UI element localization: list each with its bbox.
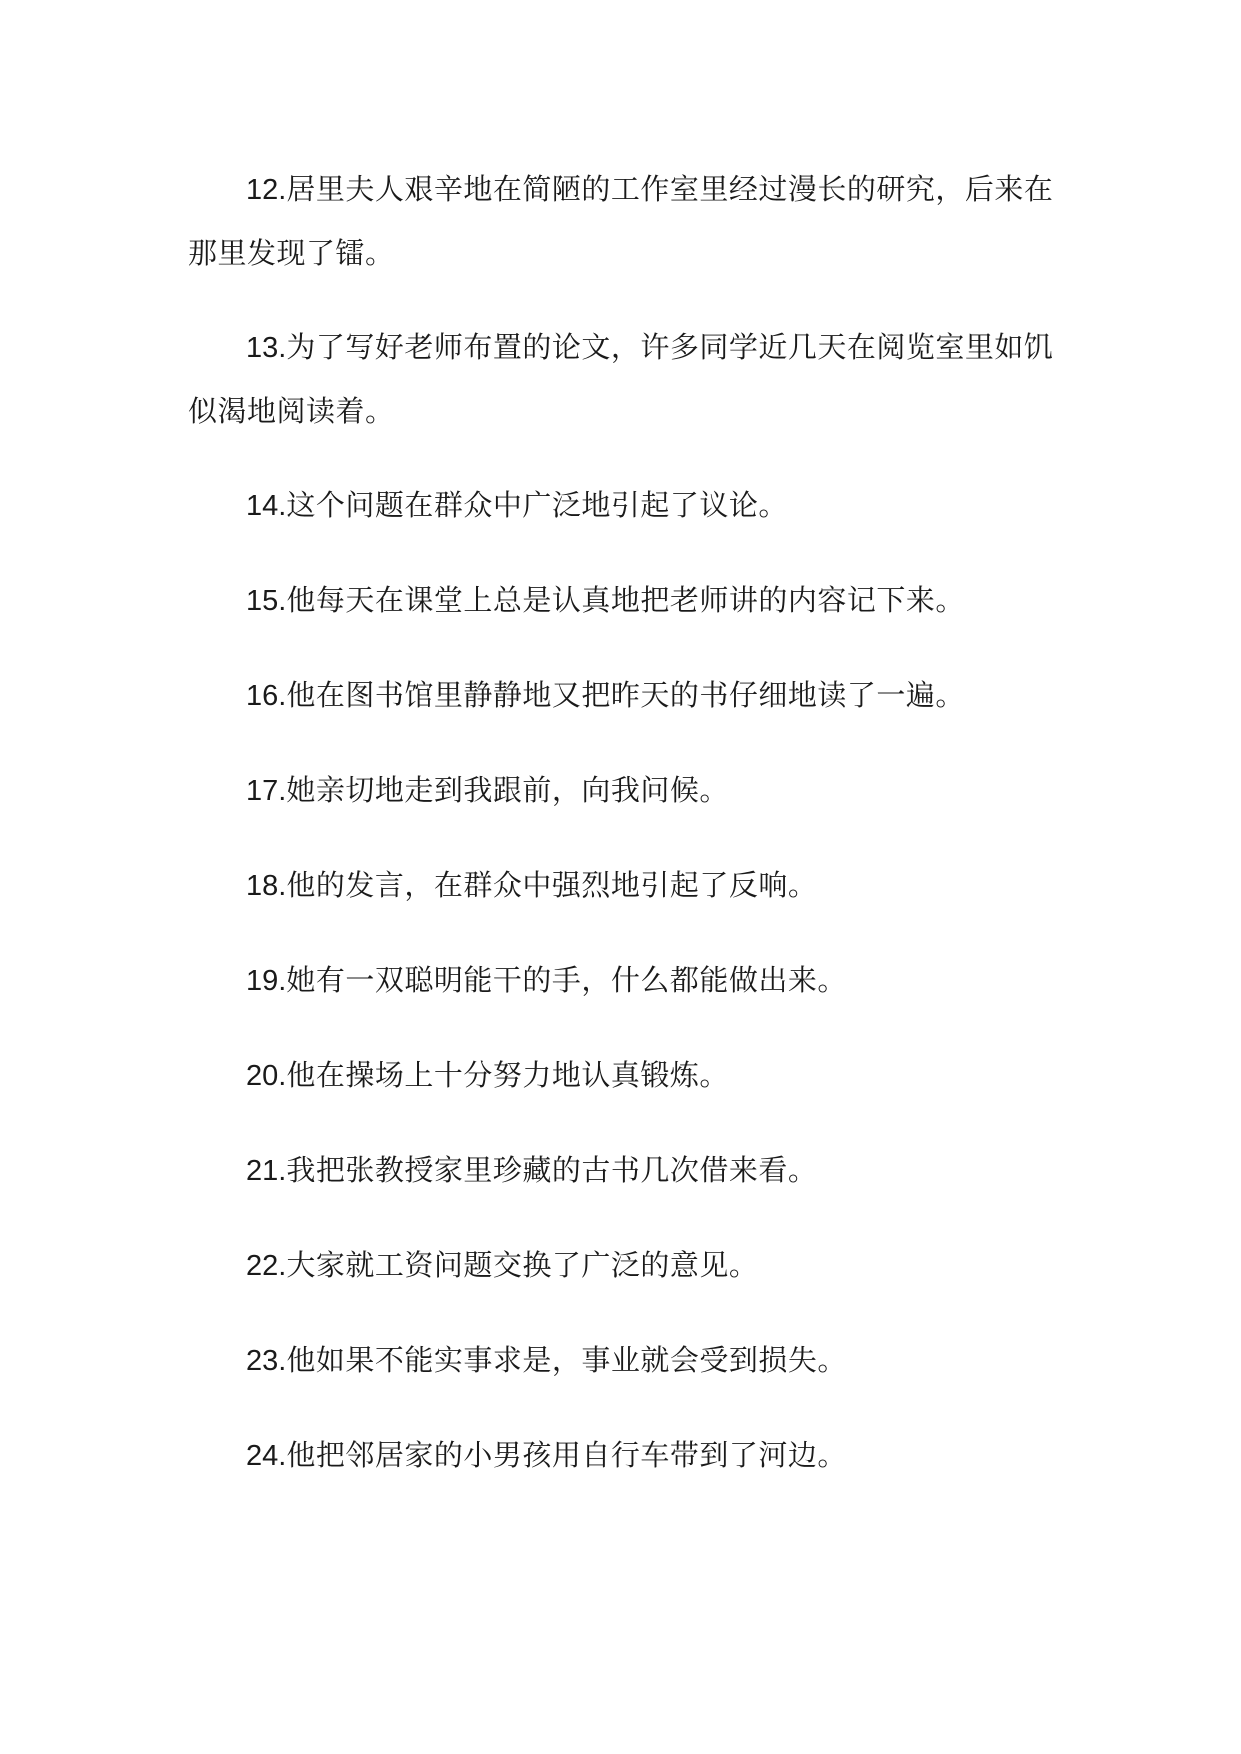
list-item xyxy=(188,1139,1058,1203)
list-item xyxy=(188,316,1058,443)
list-item xyxy=(188,569,1058,633)
list-item xyxy=(188,1234,1058,1298)
item-number: 13. xyxy=(246,332,287,364)
item-number: 14. xyxy=(246,490,287,522)
list-item xyxy=(188,158,1058,285)
item-number: 24. xyxy=(246,1440,287,1472)
item-text: 为了写好老师布置的论文，许多同学近几天在阅览室里如饥似渴地阅读着。 xyxy=(188,330,1054,428)
item-text: 她有一双聪明能干的手，什么都能做出来。 xyxy=(286,963,847,997)
item-number: 19. xyxy=(246,965,287,997)
item-text: 她亲切地走到我跟前，向我问候。 xyxy=(286,773,729,807)
list-item xyxy=(188,1329,1058,1393)
item-number: 18. xyxy=(246,870,287,902)
list-item xyxy=(188,854,1058,918)
item-number: 16. xyxy=(246,680,287,712)
item-number: 21. xyxy=(246,1155,287,1187)
item-number: 23. xyxy=(246,1345,287,1377)
list-item xyxy=(188,664,1058,728)
item-number: 17. xyxy=(246,775,287,807)
list-item xyxy=(188,949,1058,1013)
item-text: 这个问题在群众中广泛地引起了议论。 xyxy=(286,488,788,522)
list-item xyxy=(188,759,1058,823)
sentence-list xyxy=(188,158,1058,1519)
item-text: 他在图书馆里静静地又把昨天的书仔细地读了一遍。 xyxy=(286,678,965,712)
item-text: 我把张教授家里珍藏的古书几次借来看。 xyxy=(286,1153,818,1187)
item-text: 居里夫人艰辛地在简陋的工作室里经过漫长的研究，后来在那里发现了镭。 xyxy=(188,172,1054,270)
item-number: 12. xyxy=(246,174,287,206)
list-item xyxy=(188,474,1058,538)
list-item xyxy=(188,1424,1058,1488)
item-text: 他如果不能实事求是，事业就会受到损失。 xyxy=(286,1343,847,1377)
item-number: 15. xyxy=(246,585,287,617)
list-item xyxy=(188,1044,1058,1108)
item-number: 20. xyxy=(246,1060,287,1092)
item-text: 他的发言，在群众中强烈地引起了反响。 xyxy=(286,868,818,902)
item-text: 他每天在课堂上总是认真地把老师讲的内容记下来。 xyxy=(286,583,965,617)
item-text: 他在操场上十分努力地认真锻炼。 xyxy=(286,1058,729,1092)
item-text: 大家就工资问题交换了广泛的意见。 xyxy=(286,1248,759,1282)
item-number: 22. xyxy=(246,1250,287,1282)
item-text: 他把邻居家的小男孩用自行车带到了河边。 xyxy=(286,1438,847,1472)
